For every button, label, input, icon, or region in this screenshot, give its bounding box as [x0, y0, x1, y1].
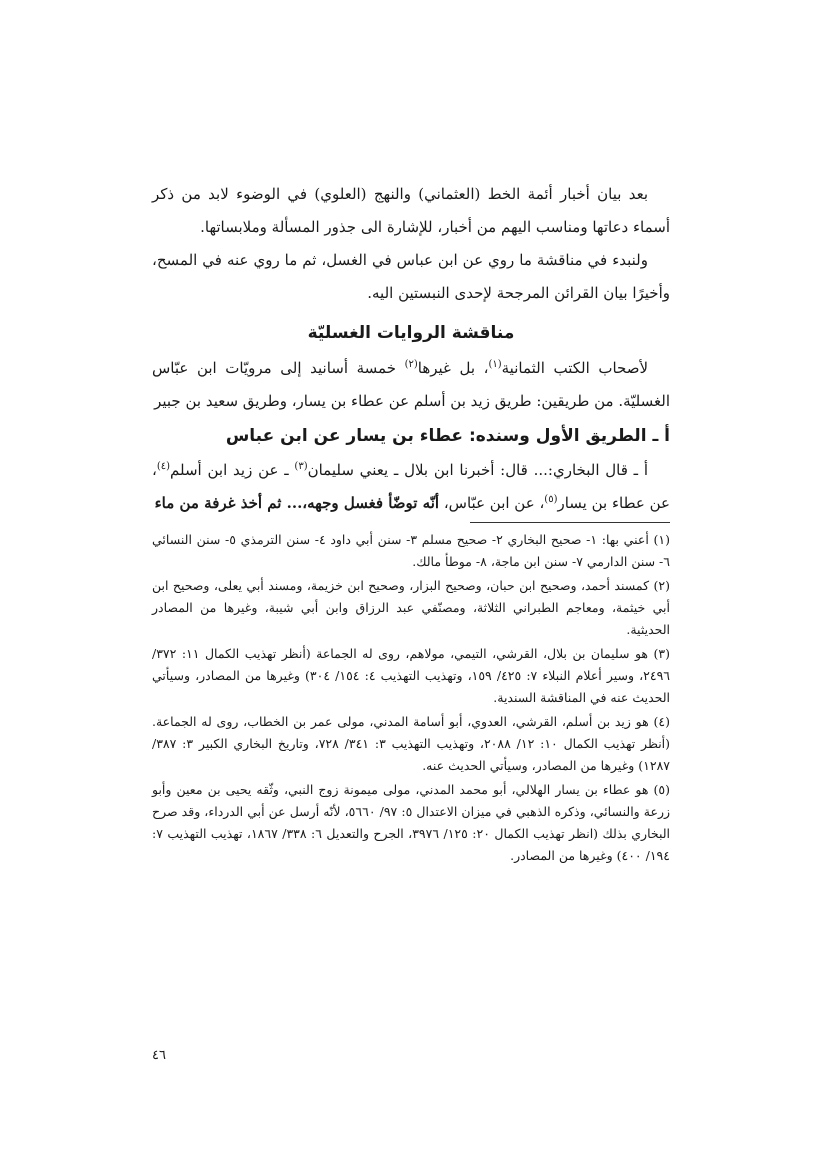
footnote-text: كمسند أحمد، وصحيح ابن حبان، وصحيح البزار، وصحيح ابن خزيمة، ومسند أبي يعلى، وصحيح ابن أبي خيثمة، ومعاجم الطبراني الثلاثة، ومصنّفي عبد الرزاق وابن أبي شيبة، وغيرها من المصادر الحديثية.	[152, 578, 670, 637]
footnote-separator	[470, 522, 670, 523]
narration-text-a: أ ـ قال البخاري:... قال: أخبرنا ابن بلال ـ يعني سليمان	[307, 461, 649, 479]
section-text-b: ، بل غيرها	[417, 359, 489, 377]
footnote-ref-3: (٣)	[294, 461, 308, 472]
footnote-3	[152, 643, 670, 709]
section-text-c: خمسة أسانيد إلى مرويّات ابن عبّاس الغسليّة. من طريقين: طريق زيد بن أسلم عن عطاء بن يسار، وطريق سعيد بن جبير	[152, 359, 670, 410]
footnote-text: هو عطاء بن يسار الهلالي، أبو محمد المدني، مولى ميمونة زوج النبي، وثّقه يحيى بن معين وأبو زرعة والنسائي، وذكره الذهبي في ميزان الاعتدال ٥: ٩٧/ ٥٦٦٠، لأنّه أرسل عن أبي الدرداء، وقد صرح البخاري بذلك (انظر تهذيب الكمال ٢٠: ١٢٥/ ٣٩٧٦، الجرح والتعديل ٦: ٣٣٨/ ١٨٦٧، تهذيب التهذيب ٧: ١٩٤/ ٤٠٠) وغيرها من المصادر.	[152, 782, 671, 863]
intro-paragraph-1: بعد بيان أخبار أئمة الخط (العثماني) والنهج (العلوي) في الوضوء لابد من ذكر أسماء دعاتها ومناسب اليهم من أخبار، للإشارة الى جذور المسألة وملابساتها.	[152, 185, 670, 236]
footnote-number: (١)	[653, 532, 670, 547]
footnote-2	[152, 575, 670, 641]
narration-bold-text: أنّه توضّأ فغسل وجهه،... ثم أخذ غرفة من ماء	[154, 494, 440, 512]
narration-text-c: ، عن عطاء بن يسار	[152, 461, 670, 512]
footnote-ref-5: (٥)	[544, 494, 558, 505]
footnote-number: (٤)	[653, 714, 670, 729]
subsection-title: أ ـ الطريق الأول وسنده: عطاء بن يسار عن ابن عباس	[225, 426, 670, 446]
footnote-number: (٣)	[653, 646, 670, 661]
footnote-1	[152, 529, 670, 573]
footnote-ref-2: (٢)	[404, 359, 418, 370]
footnote-text: هو سليمان بن بلال، القرشي، التيمي، مولاهم، روى له الجماعة (أنظر تهذيب الكمال ١١: ٣٧٢/ ٢٤٩٦، وسير أعلام النبلاء ٧: ٤٢٥/ ١٥٩، وتهذيب التهذيب ٤: ١٥٤/ ٣٠٤) وغيرها من المصادر، وسيأتي الحديث عنه في المناقشة السندية.	[152, 646, 671, 705]
footnote-text: هو زيد بن أسلم، القرشي، العدوي، أبو أسامة المدني، مولى عمر بن الخطاب، روى له الجماعة. (أنظر تهذيب الكمال ١٠: ١٢/ ٢٠٨٨، وتهذيب التهذيب ٣: ٣٤١/ ٧٢٨، وتاريخ البخاري الكبير ٣: ٣٨٧/ ١٢٨٧) وغيرها من المصادر، وسيأتي الحديث عنه.	[152, 714, 671, 773]
footnote-text: أعني بها: ١- صحيح البخاري ٢- صحيح مسلم ٣- سنن أبي داود ٤- سنن الترمذي ٥- سنن النسائي ٦- سنن الدارمي ٧- سنن ابن ماجة، ٨- موطأ مالك.	[152, 532, 670, 569]
narration-text-b: ـ عن زيد ابن أسلم	[170, 461, 295, 479]
section-paragraph	[152, 352, 670, 418]
footnote-4	[152, 711, 670, 777]
narration-text-d: ، عن ابن عبّاس،	[439, 494, 545, 512]
footnote-ref-4: (٤)	[156, 461, 171, 472]
footnote-ref-1: (١)	[488, 359, 502, 370]
footnote-number: (٢)	[653, 578, 670, 593]
intro-paragraph-2: ولنبدء في مناقشة ما روي عن ابن عباس في الغسل، ثم ما روي عنه في المسح، وأخيرًا بيان القرائن المرجحة لإحدى النبستين اليه.	[152, 251, 670, 302]
section-text-a: لأصحاب الكتب الثمانية	[501, 359, 648, 377]
section-title: مناقشة الروايات الغسليّة	[307, 323, 515, 343]
narration-paragraph	[152, 454, 670, 520]
page-number: ٤٦	[152, 1048, 166, 1063]
footnotes	[152, 529, 670, 867]
page-content	[152, 178, 670, 869]
footnote-5	[152, 779, 670, 867]
footnote-number: (٥)	[653, 782, 670, 797]
